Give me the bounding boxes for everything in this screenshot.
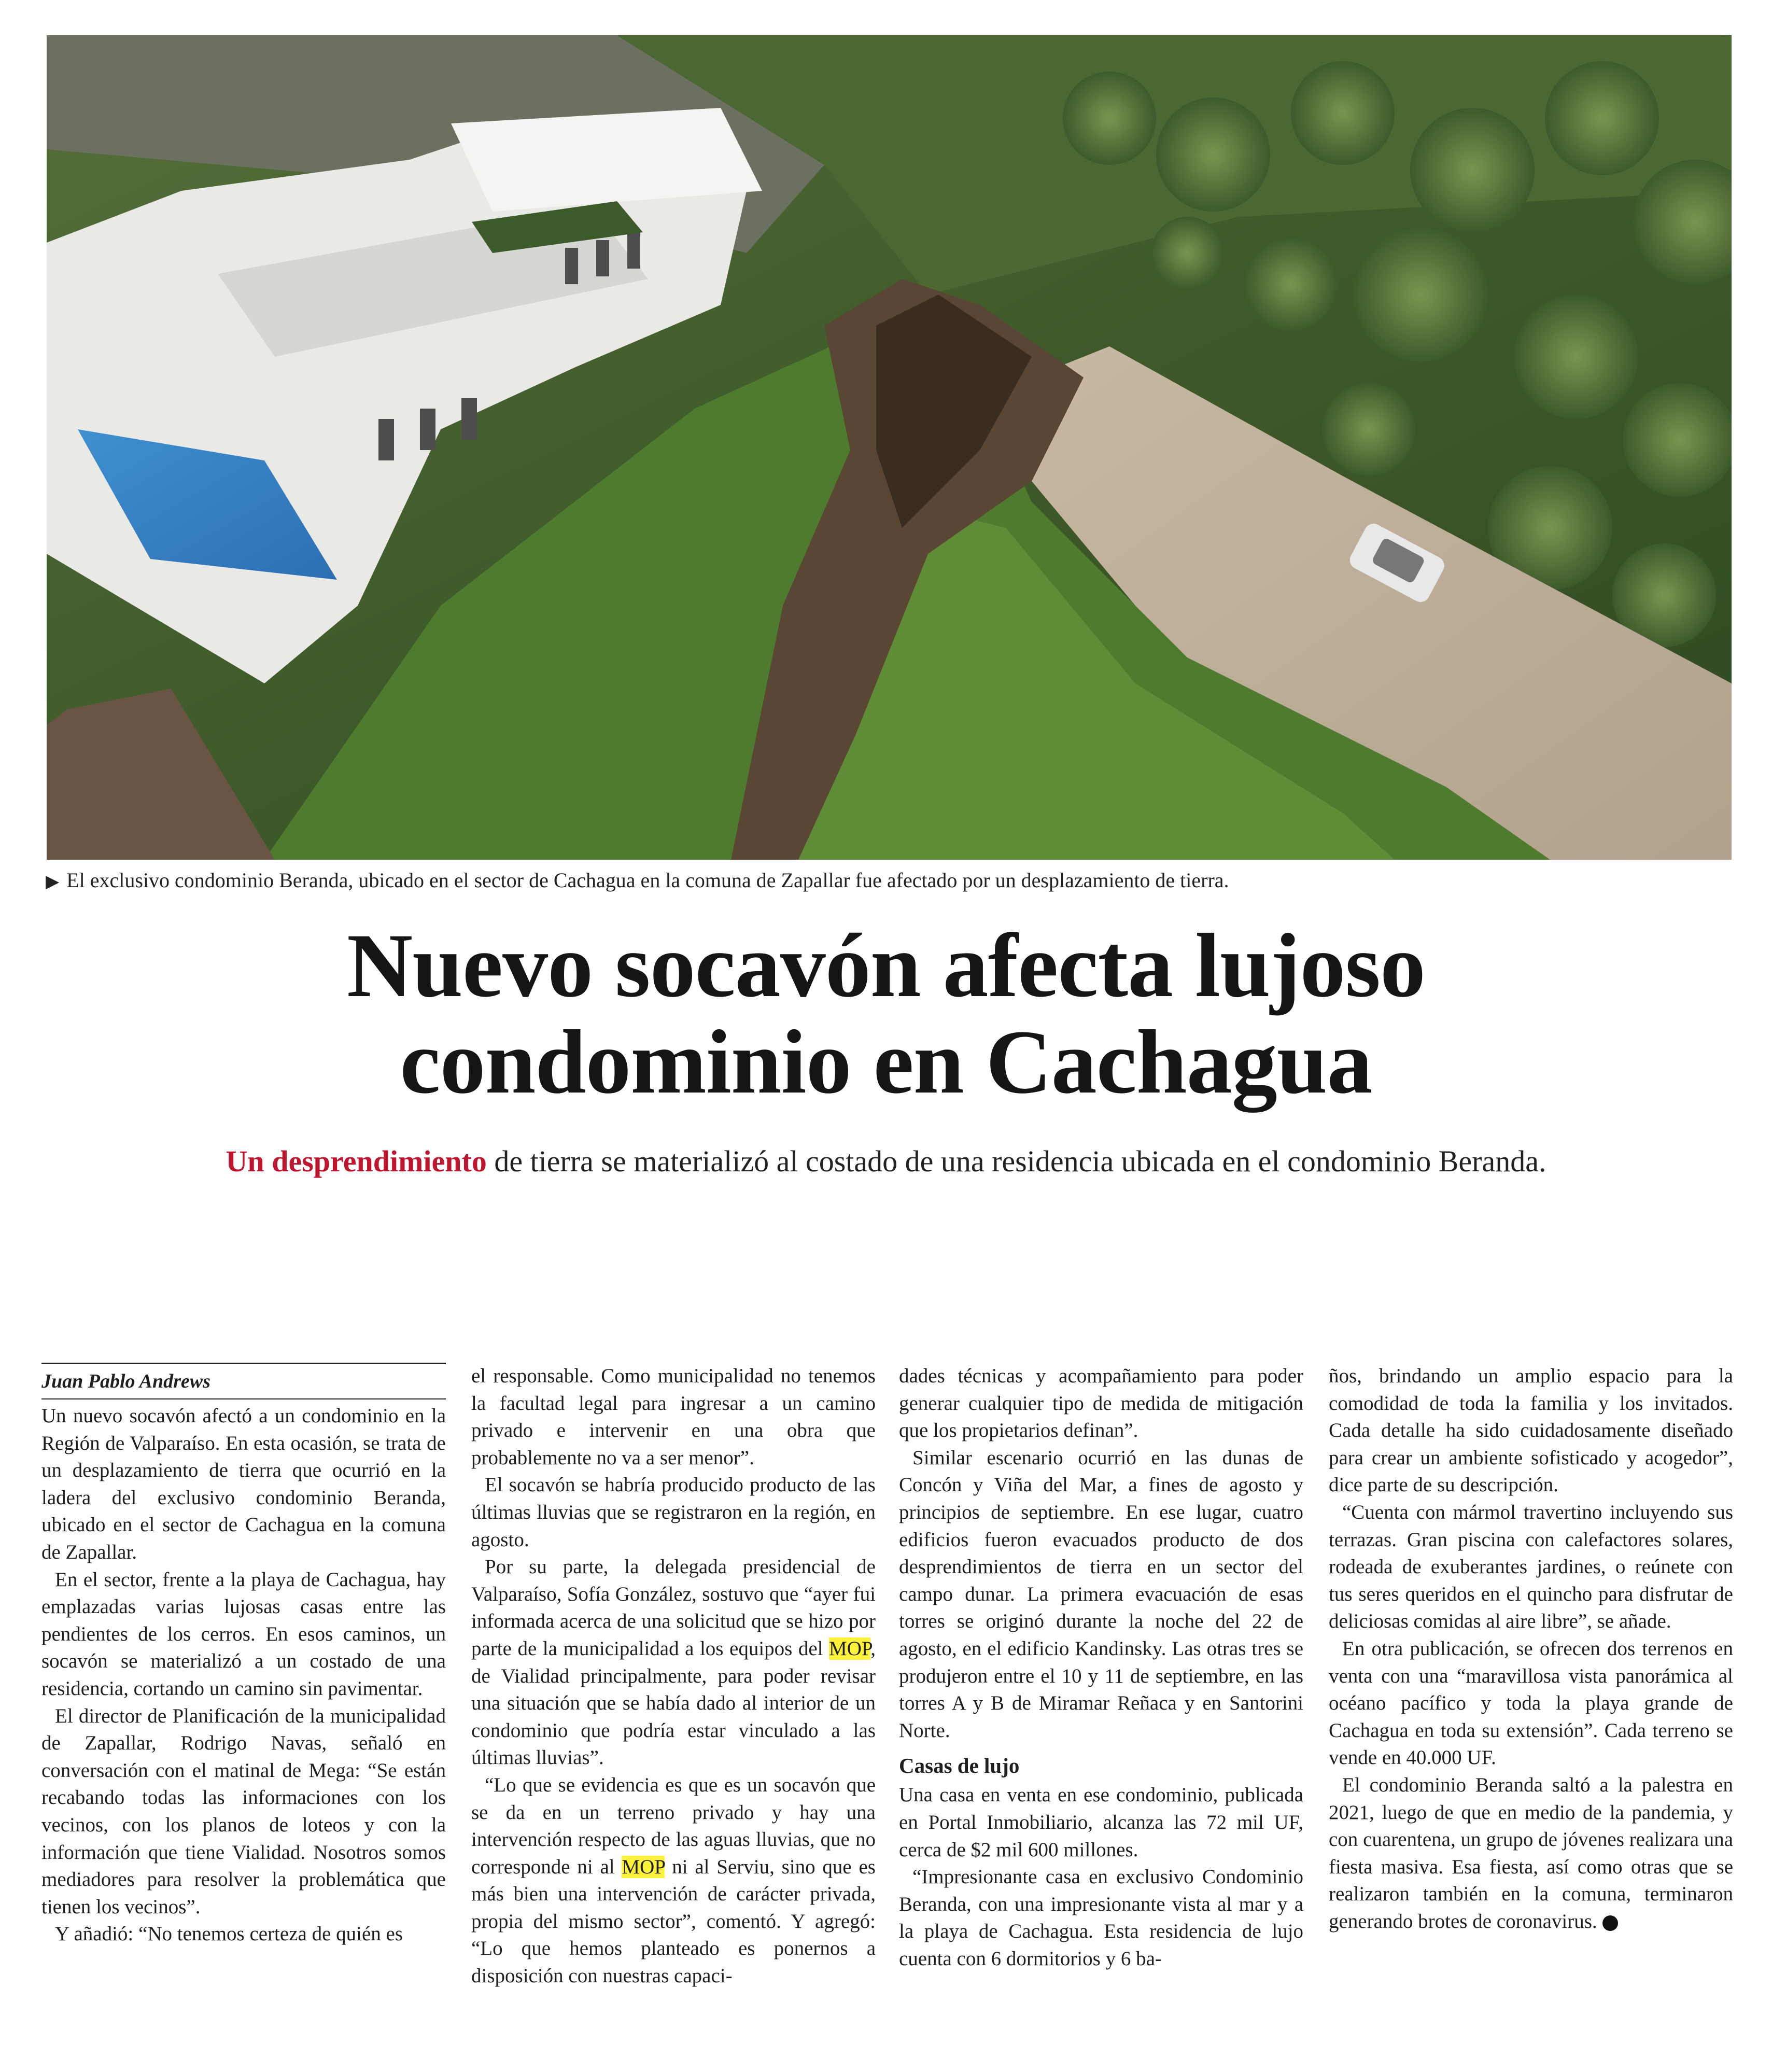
headline-line-2: condominio en Cachagua <box>400 1012 1372 1113</box>
paragraph: Y añadió: “No tenemos certeza de quién es <box>55 1923 403 1945</box>
article-column-3 <box>899 1363 1303 1972</box>
article-photo <box>47 35 1732 860</box>
paragraph: El socavón se habría producido producto de las últimas lluvias que se registraron en la región, en agosto. <box>471 1474 876 1551</box>
paragraph: dades técnicas y acompañamiento para poder generar cualquier tipo de medida de mitigación que los propietarios definan”. <box>899 1365 1303 1442</box>
deck-kicker: Un desprendimiento <box>226 1144 487 1178</box>
byline: Juan Pablo Andrews <box>41 1363 446 1399</box>
paragraph: En otra publicación, se ofrecen dos terrenos en venta con una “maravillosa vista panorámica al océano pacífico y toda la playa grande de Cachagua en toda su extensión”. Cada terreno se vende en 40.000 UF. <box>1329 1637 1733 1769</box>
caption-marker-icon: ▶ <box>46 872 60 891</box>
article-column-4 <box>1329 1363 1733 1935</box>
paragraph: Similar escenario ocurrió en las dunas de Concón y Viña del Mar, a fines de agosto y principios de septiembre. En ese lugar, cuatro edificios fueron evacuados producto de dos desprendimientos de tierra en un sector del campo dunar. La primera evacuación de esas torres se originó durante la noche del 22 de agosto, en el edificio Kandinsky. Las otras tres se produjeron entre el 10 y 11 de septiembre, en las torres A y B de Miramar Reñaca y en Santorini Norte. <box>899 1446 1303 1742</box>
deck <box>0 1141 1772 1182</box>
paragraph: “Cuenta con mármol travertino incluyendo sus terrazas. Gran piscina con calefactores solares, rodeada de exuberantes jardines, o reúnete con tus seres queridos en el quincho para disfrutar de deliciosas comidas al aire libre”, se añade. <box>1329 1501 1733 1633</box>
paragraph: En el sector, frente a la playa de Cachagua, hay emplazadas varias lujosas casas entre las pendientes de los cerros. En esos caminos, un socavón se materializó a un costado de una residencia, cortando un camino sin pavimentar. <box>41 1568 446 1700</box>
paragraph: “Impresionante casa en exclusivo Condominio Beranda, con una impresionante vista al mar y a la playa de Cachagua. Esta residencia de lujo cuenta con 6 dormitorios y 6 ba- <box>899 1866 1303 1970</box>
paragraph: El condominio Beranda saltó a la palestra en 2021, luego de que en medio de la pandemia, y con cuarentena, un grupo de jóvenes realizara una fiesta masiva. Esa fiesta, así como otras que se realizaron también en la comuna, terminaron generando brotes de coronavirus. <box>1329 1773 1733 1933</box>
paragraph: Un nuevo socavón afectó a un condominio en la Región de Valparaíso. En esta ocasión, se trata de un desplazamiento de tierra que ocurrió en la ladera del exclusivo condominio Beranda, ubicado en el sector de Cachagua en la comuna de Zapallar. <box>41 1405 446 1563</box>
photo-caption <box>46 865 1736 898</box>
headline <box>0 915 1772 1113</box>
highlighted-term: MOP <box>622 1855 665 1878</box>
end-of-article-icon <box>1602 1915 1618 1931</box>
caption-text: El exclusivo condominio Beranda, ubicado en el sector de Cachagua en la comuna de Zapallar fue afectado por un desplazamiento de tierra. <box>66 869 1229 892</box>
aerial-landslide-image <box>47 35 1732 860</box>
article-column-1 <box>41 1363 446 1948</box>
highlighted-term: MOP <box>829 1637 871 1660</box>
paragraph: Por su parte, la delegada presidencial de Valparaíso, Sofía González, sostuvo que “ayer fui informada acerca de una solicitud que se hizo por parte de la municipalidad a los equipos del MOP, de Vialidad principalmente, para poder revisar una situación que se había dado al interior de un condominio que podría estar vinculado a las últimas lluvias”. <box>471 1556 876 1769</box>
subheading: Casas de lujo <box>899 1754 1020 1778</box>
deck-text: de tierra se materializó al costado de una residencia ubicada en el condominio Beranda. <box>486 1144 1546 1178</box>
headline-line-1: Nuevo socavón afecta lujoso <box>347 915 1425 1016</box>
paragraph: “Lo que se evidencia es que es un socavón que se da en un terreno privado y hay una intervención respecto de las aguas lluvias, que no corresponde ni al MOP ni al Serviu, sino que es más bien una intervención de carácter privada, propia del mismo sector”, comentó. Y agregó: “Lo que hemos planteado es ponernos a disposición con nuestras capaci- <box>471 1773 876 1987</box>
paragraph: Una casa en venta en ese condominio, publicada en Portal Inmobiliario, alcanza las 72 mil UF, cerca de $2 mil 600 millones. <box>899 1784 1303 1861</box>
article-column-2 <box>471 1363 876 1990</box>
paragraph: ños, brindando un amplio espacio para la comodidad de toda la familia y los invitados. Cada detalle ha sido cuidadosamente diseñado para crear un ambiente sofisticado y acogedor”, dice parte de su descripción. <box>1329 1365 1733 1496</box>
paragraph: el responsable. Como municipalidad no tenemos la facultad legal para ingresar a un camino privado e intervenir en una obra que probablemente no va a ser menor”. <box>471 1365 876 1469</box>
paragraph: El director de Planificación de la municipalidad de Zapallar, Rodrigo Navas, señaló en conversación con el matinal de Mega: “Se están recabando todas las informaciones con los vecinos, con los planos de loteos y con la información que tiene Vialidad. Nosotros somos mediadores para resolver la problemática que tienen los vecinos”. <box>41 1704 446 1918</box>
